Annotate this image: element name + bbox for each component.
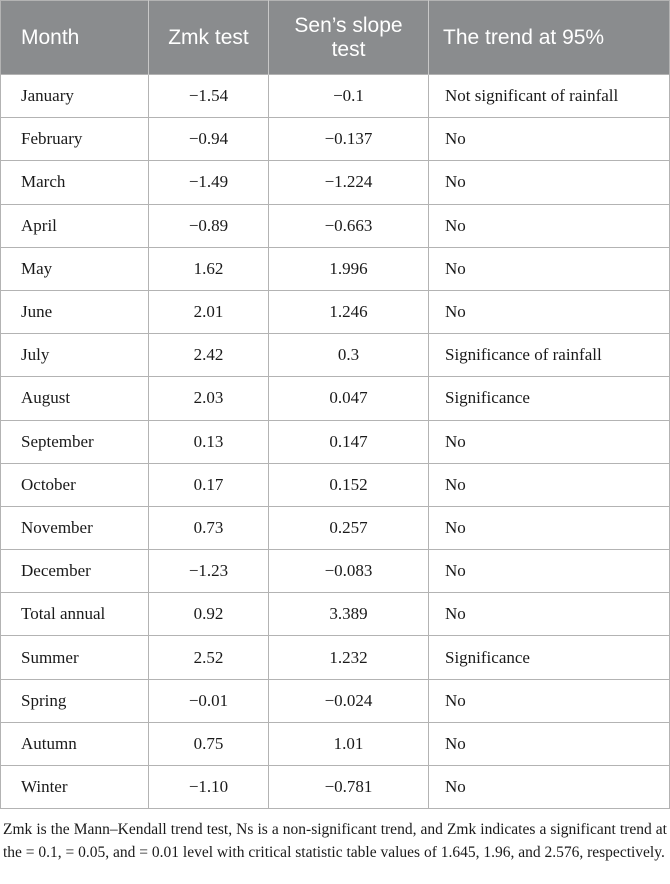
- cell-sen: 1.01: [269, 722, 429, 765]
- cell-zmk: 0.75: [149, 722, 269, 765]
- table-row: [1, 636, 670, 679]
- cell-month: May: [1, 247, 149, 290]
- cell-month: March: [1, 161, 149, 204]
- table-row: [1, 334, 670, 377]
- cell-zmk: 1.62: [149, 247, 269, 290]
- cell-trend: No: [429, 550, 670, 593]
- cell-sen: −0.781: [269, 766, 429, 809]
- cell-trend: No: [429, 766, 670, 809]
- cell-month: February: [1, 118, 149, 161]
- cell-trend: No: [429, 161, 670, 204]
- table-row: [1, 75, 670, 118]
- table-footnote: Zmk is the Mann–Kendall trend test, Ns is a non-significant trend, and Zmk indicates a significant trend at the = 0.1, = 0.05, and = 0.01 level with critical statistic table values of 1.645, 1.96, and 2.576, respectively.: [3, 821, 667, 862]
- cell-zmk: −0.94: [149, 118, 269, 161]
- cell-trend: Not significant of rainfall: [429, 75, 670, 118]
- cell-month: November: [1, 506, 149, 549]
- cell-trend: Significance: [429, 636, 670, 679]
- table-row: [1, 290, 670, 333]
- cell-month: October: [1, 463, 149, 506]
- cell-zmk: 0.73: [149, 506, 269, 549]
- cell-sen: −0.137: [269, 118, 429, 161]
- cell-trend: No: [429, 506, 670, 549]
- table-row: [1, 679, 670, 722]
- cell-zmk: −0.89: [149, 204, 269, 247]
- table-row: [1, 766, 670, 809]
- cell-trend: No: [429, 290, 670, 333]
- cell-sen: 0.152: [269, 463, 429, 506]
- cell-month: Winter: [1, 766, 149, 809]
- cell-month: July: [1, 334, 149, 377]
- table-row: [1, 118, 670, 161]
- cell-month: June: [1, 290, 149, 333]
- cell-zmk: 2.52: [149, 636, 269, 679]
- header-sen: Sen’s slope test: [269, 1, 429, 75]
- table-row: [1, 550, 670, 593]
- cell-zmk: 2.42: [149, 334, 269, 377]
- cell-zmk: 2.03: [149, 377, 269, 420]
- cell-trend: No: [429, 247, 670, 290]
- cell-trend: No: [429, 420, 670, 463]
- cell-sen: −0.024: [269, 679, 429, 722]
- cell-trend: No: [429, 204, 670, 247]
- cell-month: Total annual: [1, 593, 149, 636]
- cell-sen: 1.996: [269, 247, 429, 290]
- header-row: [1, 1, 670, 75]
- cell-trend: Significance: [429, 377, 670, 420]
- cell-month: September: [1, 420, 149, 463]
- cell-sen: 0.3: [269, 334, 429, 377]
- cell-zmk: −1.49: [149, 161, 269, 204]
- cell-sen: 0.147: [269, 420, 429, 463]
- cell-month: January: [1, 75, 149, 118]
- header-zmk: Zmk test: [149, 1, 269, 75]
- cell-sen: 0.047: [269, 377, 429, 420]
- cell-sen: 1.246: [269, 290, 429, 333]
- table-row: [1, 204, 670, 247]
- cell-zmk: −1.10: [149, 766, 269, 809]
- cell-month: Autumn: [1, 722, 149, 765]
- cell-month: Summer: [1, 636, 149, 679]
- cell-sen: −0.663: [269, 204, 429, 247]
- cell-month: August: [1, 377, 149, 420]
- cell-trend: No: [429, 722, 670, 765]
- cell-trend: No: [429, 679, 670, 722]
- cell-zmk: 0.13: [149, 420, 269, 463]
- cell-sen: 0.257: [269, 506, 429, 549]
- cell-month: April: [1, 204, 149, 247]
- cell-zmk: −0.01: [149, 679, 269, 722]
- cell-zmk: −1.54: [149, 75, 269, 118]
- cell-trend: No: [429, 118, 670, 161]
- table-row: [1, 247, 670, 290]
- cell-zmk: −1.23: [149, 550, 269, 593]
- table-row: [1, 463, 670, 506]
- cell-zmk: 0.92: [149, 593, 269, 636]
- cell-sen: −0.083: [269, 550, 429, 593]
- cell-zmk: 2.01: [149, 290, 269, 333]
- table-row: [1, 377, 670, 420]
- header-month: Month: [1, 1, 149, 75]
- cell-sen: 3.389: [269, 593, 429, 636]
- cell-sen: −0.1: [269, 75, 429, 118]
- cell-month: Spring: [1, 679, 149, 722]
- table-body: [1, 75, 670, 809]
- cell-month: December: [1, 550, 149, 593]
- cell-sen: −1.224: [269, 161, 429, 204]
- cell-trend: No: [429, 463, 670, 506]
- header-trend: The trend at 95%: [443, 25, 605, 49]
- cell-sen: 1.232: [269, 636, 429, 679]
- table-row: [1, 506, 670, 549]
- cell-zmk: 0.17: [149, 463, 269, 506]
- cell-trend: No: [429, 593, 670, 636]
- table-row: [1, 593, 670, 636]
- cell-trend: Significance of rainfall: [429, 334, 670, 377]
- table-row: [1, 420, 670, 463]
- table-row: [1, 161, 670, 204]
- table-row: [1, 722, 670, 765]
